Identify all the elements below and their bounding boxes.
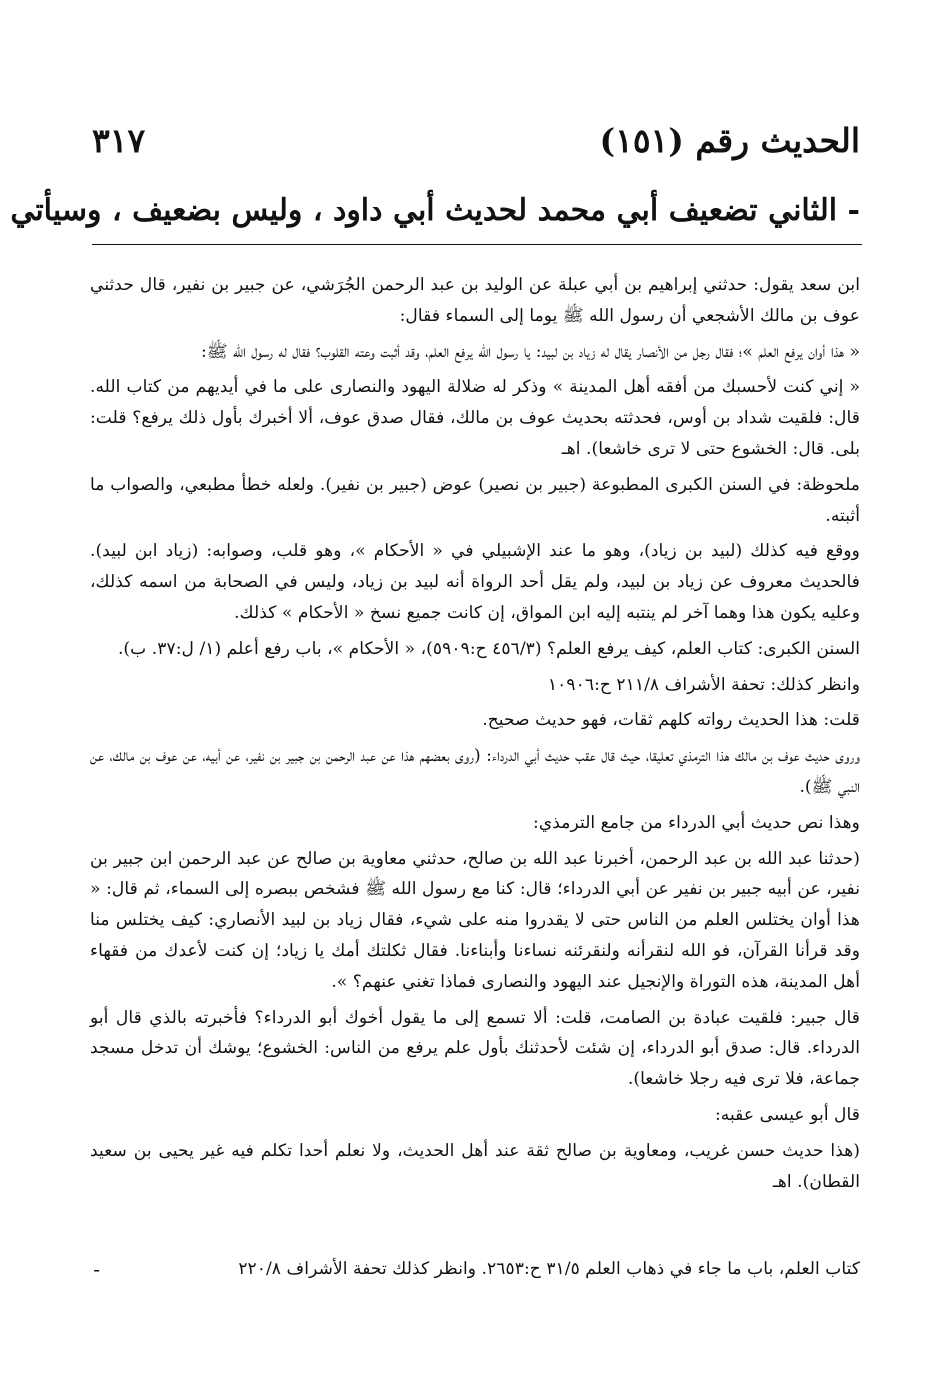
paragraph: السنن الكبرى: كتاب العلم، كيف يرفع العلم؟ (٤٥٦/٣ ح:٥٩٠٩)، « الأحكام »، باب رفع أعلم (١/ ل:٣٧. ب). [117,638,860,659]
paragraph: قال أبو عيسى عقبه: [714,1104,860,1125]
running-header [92,112,860,168]
heading-divider [92,244,862,245]
paragraph: (هذا حديث حسن غريب، ومعاوية بن صالح ثقة عند أهل الحديث، ولا نعلم أحدا تكلم فيه غير يحيى بن سعيد القطان). اهـ [90,1140,860,1192]
paragraph: ملحوظة: في السنن الكبرى المطبوعة (جبير بن نصير) عوض (جبير بن نفير). ولعله خطأ مطبعي، والصواب ما أثبته. [90,474,860,526]
page-number: ٣١٧ [92,120,146,160]
paragraph: ابن سعد يقول: حدثني إبراهيم بن أبي عبلة عن الوليد بن عبد الرحمن الجُرَشي، عن جبير بن نفير، قال حدثني عوف بن مالك الأشجعي أن رسول الله ﷺ يوما إلى السماء فقال: [90,275,860,326]
paragraph: قال جبير: فلقيت عبادة بن الصامت، قلت: ألا تسمع إلى ما يقول أخوك أبو الدرداء؟ فأخبرته بالذي قال أبو الدرداء. قال: صدق أبو الدرداء، إن شئت لأحدثنك بأول علم يرفع من الناس: الخشوع؛ يوشك أن تدخل مسجد جماعة، فلا ترى فيه رجلا خاشعا). [90,1007,860,1090]
footnote: كتاب العلم، باب ما جاء في ذهاب العلم ٣١/٥ ح:٢٦٥٣. وانظر كذلك تحفة الأشراف ٢٢٠/٨ [238,1259,860,1279]
main-text [90,270,860,1202]
paragraph: وهذا نص حديث أبي الدرداء من جامع الترمذي: [533,812,860,833]
header-title: الحديث رقم (١٥١) [599,120,860,160]
footnote-marker: - [93,1257,100,1281]
paragraph: « إني كنت لأحسبك من أفقه أهل المدينة » وذكر له ضلالة اليهود والنصارى على ما في أيديهم من كتاب الله. قال: فلقيت شداد بن أوس، فحدثته بحديث عوف بن مالك، فقال صدق عوف، ألا أخبرك بأول ذلك يرفع؟ قلت: بلى. قال: الخشوع حتى لا ترى خاشعا). اهـ [90,377,860,459]
paragraph: ووقع فيه كذلك (لبيد بن زياد)، وهو ما عند الإشبيلي في « الأحكام »، وهو قلب، وصوابه: (زياد ابن لبيد). فالحديث معروف عن زياد بن لبيد، ولم يقل أحد الرواة أنه لبيد بن زياد، وليس في الصحابة من اسمه كذلك، وعليه يكون هذا وهما آخر لم ينتبه إليه ابن المواق، إن كانت جميع نسخ « الأحكام » كذلك. [90,541,860,623]
paragraph: (حدثنا عبد الله بن عبد الرحمن، أخبرنا عبد الله بن صالح، حدثني معاوية بن صالح عن عبد الرحمن ابن جبير بن نفير، عن أبيه جبير بن نفير عن أبي الدرداء؛ قال: كنا مع رسول الله ﷺ فشخص ببصره إلى السماء، ثم قال: « هذا أوان يختلس العلم من الناس حتى لا يقدروا منه على شيء، فقال زياد بن لبيد الأنصاري: كيف يختلس منا وقد قرأنا القرآن، فو الله لنقرأنه ولنقرئنه نساءنا وأبناءنا. فقال ثكلتك أمك يا زياد؛ إن كنت لأعدك من فقهاء أهل المدينة، هذه التوراة والإنجيل عند اليهود والنصارى فماذا تغني عنهم؟ ». [90,848,860,992]
paragraph: « هذا أوان يرفع العلم »؛ فقال رجل من الأنصار يقال له زياد بن لبيد: يا رسول الله يرفع العلم، وقد أثبت وعته القلوب؟ فقال له رسول الله ﷺ: [200,341,860,362]
section-heading: - الثاني تضعيف أبي محمد لحديث أبي داود ، وليس بضعيف ، وسيأتي [10,193,860,228]
paragraph: وروى حديث عوف بن مالك هذا الترمذي تعليقا، حيث قال عقب حديث أبي الدرداء: (روى بعضهم هذا عن عبد الرحمن بن جبير بن نفير، عن أبيه، عن عوف بن مالك، عن النبي ﷺ). [90,746,860,797]
paragraph: قلت: هذا الحديث رواته كلهم ثقات، فهو حديث صحيح. [482,710,860,731]
paragraph: وانظر كذلك: تحفة الأشراف ٢١١/٨ ح:١٠٩٠٦ [547,674,860,695]
